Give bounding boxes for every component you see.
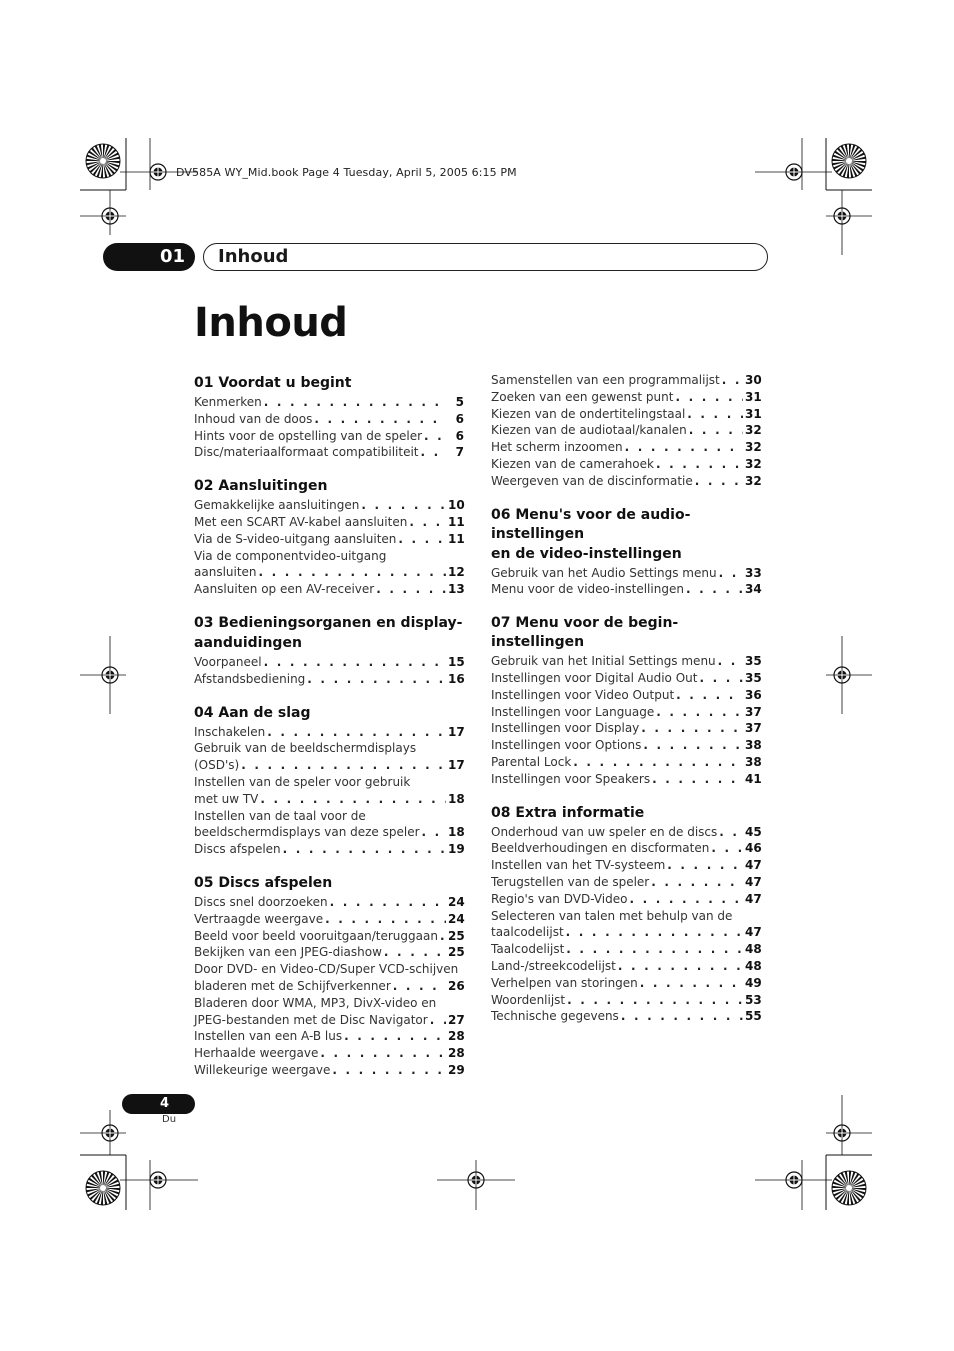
toc-entry [491,720,761,737]
toc-entry [194,944,464,961]
toc-entry-title: Instellingen voor Options [491,738,642,753]
toc-page-number: 47 [745,858,762,873]
toc-entry-title: Inschakelen [194,724,266,739]
toc-page-number: 48 [745,958,762,973]
toc-page-number: 46 [745,841,762,856]
dot-leader [711,840,743,857]
toc-entry-title: Kiezen van de ondertitelingstaal [491,406,686,421]
toc-entry-title: Gemakkelijke aansluitingen [194,498,360,513]
toc-entry-title: Instellingen voor Display [491,721,640,736]
toc-entry-title: Menu voor de video-instellingen [491,582,684,597]
toc-section [491,506,761,599]
chapter-number: 01 [103,243,195,271]
toc-section [491,614,761,787]
toc-entry-lead: Selecteren van talen met behulp van de [491,908,733,923]
toc-entry [491,975,761,992]
toc-entry-title: Regio's van DVD-Video [491,891,628,906]
dot-leader [699,670,743,687]
toc-entry-title: Willekeurige weergave [194,1062,331,1077]
section-heading: aanduidingen [194,634,302,651]
toc-entry-lead: Door DVD- en Video-CD/Super VCD-schijven [194,962,459,977]
dot-leader [656,704,743,721]
toc-page-number: 38 [745,738,762,753]
dot-leader [618,958,743,975]
dot-leader [384,944,446,961]
toc-entry [491,439,761,456]
toc-page-number: 29 [448,1062,465,1077]
toc-section [491,372,761,490]
toc-page-number: 36 [745,687,762,702]
toc-section [194,374,464,461]
toc-page-number: 49 [745,975,762,990]
page-title: Inhoud [194,300,348,346]
section-heading: 04 Aan de slag [194,704,311,721]
toc-page-number: 25 [448,928,465,943]
toc-entry [194,841,464,858]
toc-entry-title: Afstandsbediening [194,671,306,686]
dot-leader [422,824,446,841]
toc-entry-title: Instellingen voor Speakers [491,771,651,786]
dot-leader [267,724,446,741]
toc-entry [491,670,761,687]
dot-leader [651,874,743,891]
toc-page-number: 17 [448,758,465,773]
toc-entry [194,1012,464,1029]
dot-leader [259,564,446,581]
dot-leader [641,720,743,737]
toc-page-number: 5 [455,395,464,409]
toc-page-number: 53 [745,992,762,1007]
toc-entry [491,581,761,598]
toc-entry [491,754,761,771]
toc-entry [491,857,761,874]
toc-page-number: 37 [745,704,762,719]
toc-entry [194,654,464,671]
toc-page-number: 45 [745,824,762,839]
dot-leader [718,653,743,670]
toc-page-number: 18 [448,825,465,840]
toc-page-number: 10 [448,498,465,513]
toc-page-number: 35 [745,654,762,669]
toc-entry [491,422,761,439]
toc-entry [491,704,761,721]
dot-leader [722,372,743,389]
section-heading: 03 Bedieningsorganen en display- [194,614,463,631]
toc-section [194,704,464,858]
toc-entry [194,1028,464,1045]
toc-section [194,614,464,688]
toc-entry [491,958,761,975]
toc-entry [491,924,761,941]
toc-page-number: 11 [448,514,465,529]
dot-leader [325,911,446,928]
dot-leader [307,671,446,688]
dot-leader [719,565,743,582]
dot-leader [264,394,446,411]
dot-leader [566,924,743,941]
toc-entry-title: Weergeven van de discinformatie [491,473,693,488]
toc-page-number: 35 [745,670,762,685]
toc-entry-title: Aansluiten op een AV-receiver [194,582,375,597]
toc-entry [194,531,464,548]
toc-entry-title: Via de S-video-uitgang aansluiten [194,531,397,546]
toc-entry [194,911,464,928]
section-heading: 07 Menu voor de begin-instellingen [491,615,679,651]
toc-entry [194,928,464,945]
toc-entry [491,372,761,389]
toc-entry-title: Beeldverhoudingen en discformaten [491,841,710,856]
toc-entry-title: Beeld voor beeld vooruitgaan/teruggaan [194,928,438,943]
toc-entry [194,564,464,581]
toc-page-number: 15 [448,654,465,669]
toc-page-number: 28 [448,1029,465,1044]
toc-entry-title: Zoeken van een gewenst punt [491,389,674,404]
toc-entry [194,428,464,445]
toc-entry-title: Gebruik van het Audio Settings menu [491,565,717,580]
toc-entry-title: Samenstellen van een programmalijst [491,373,720,387]
toc-entry [194,671,464,688]
toc-entry-title: Verhelpen van storingen [491,975,638,990]
dot-leader [409,514,446,531]
toc-entry-title: Discs afspelen [194,842,281,857]
dot-leader [430,1012,446,1029]
toc-entry-title: Instellingen voor Video Output [491,687,675,702]
toc-entry [194,824,464,841]
toc-entry-title: (OSD's) [194,758,240,773]
dot-leader [283,841,446,858]
section-heading: 02 Aansluitingen [194,478,328,495]
dot-leader [567,992,743,1009]
dot-leader [424,428,446,445]
toc-entry-title: Onderhoud van uw speler en de discs [491,824,718,839]
dot-leader [719,824,743,841]
toc-entry [194,724,464,741]
toc-section [194,874,464,1079]
toc-entry [491,406,761,423]
toc-page-number: 32 [745,473,762,488]
toc-entry-title: Voorpaneel [194,654,262,669]
toc-page-number: 55 [745,1009,762,1024]
toc-entry [491,840,761,857]
toc-page-number: 24 [448,911,465,926]
toc-page-number: 48 [745,942,762,957]
toc-page-number: 47 [745,925,762,940]
dot-leader [656,456,743,473]
toc-entry [194,581,464,598]
toc-entry-title: met uw TV [194,791,259,806]
toc-entry-title: Vertraagde weergave [194,911,324,926]
toc-page-number: 6 [455,411,464,426]
toc-entry-title: Het scherm inzoomen [491,440,623,455]
toc-section [491,804,761,1026]
toc-entry [194,1045,464,1062]
file-info-slug: DV585A WY_Mid.book Page 4 Tuesday, April 5, 2005 6:15 PM [176,166,517,179]
dot-leader [573,754,743,771]
dot-leader [566,941,743,958]
dot-leader [330,894,446,911]
toc-page-number: 37 [745,721,762,736]
toc-entry-title: Herhaalde weergave [194,1046,319,1061]
toc-entry [491,992,761,1009]
toc-column-left [194,372,464,1095]
dot-leader [625,439,743,456]
toc-entry-title: Instellingen voor Digital Audio Out [491,670,698,685]
toc-page-number: 19 [448,842,465,857]
toc-entry-title: Instellen van een A-B lus [194,1029,343,1044]
toc-entry-title: Taalcodelijst [491,942,565,957]
dot-leader [652,771,743,788]
toc-entry [194,757,464,774]
dot-leader [361,497,446,514]
toc-entry-title: Inhoud van de doos [194,411,313,426]
toc-entry [491,473,761,490]
section-heading: en de video-instellingen [491,545,682,562]
toc-entry-title: Disc/materiaalformaat compatibiliteit [194,445,419,460]
toc-entry-title: bladeren met de Schijfverkenner [194,978,391,993]
dot-leader [320,1045,446,1062]
dot-leader [421,444,447,461]
toc-entry [194,444,464,461]
toc-page-number: 7 [455,445,464,460]
page-language-code: Du [162,1114,177,1125]
toc-entry-title: Parental Lock [491,754,572,769]
toc-page-number: 30 [745,373,762,387]
section-heading: 08 Extra informatie [491,804,645,821]
toc-entry-title: Instellingen voor Language [491,704,655,719]
section-heading: 06 Menu's voor de audio-instellingen [491,506,691,542]
dot-leader [676,687,743,704]
toc-entry-lead: Instellen van de speler voor gebruik [194,774,411,789]
toc-entry [491,565,761,582]
toc-entry-lead: Via de componentvideo-uitgang [194,548,387,563]
toc-page-number: 17 [448,724,465,739]
toc-entry [491,389,761,406]
toc-page-number: 41 [745,771,762,786]
toc-entry [194,978,464,995]
chapter-title: Inhoud [203,243,768,271]
toc-page-number: 34 [745,582,762,597]
toc-page-number: 25 [448,945,465,960]
dot-leader [332,1062,446,1079]
page-number: 4 [122,1094,195,1114]
dot-leader [440,928,446,945]
dot-leader [393,978,446,995]
toc-entry-title: aansluiten [194,565,257,580]
dot-leader [640,975,743,992]
toc-entry [491,456,761,473]
toc-entry-lead: Instellen van de taal voor de [194,808,366,823]
toc-page-number: 28 [448,1046,465,1061]
toc-entry [491,1008,761,1025]
toc-entry [194,1062,464,1079]
toc-page-number: 32 [745,440,762,455]
toc-entry-lead: Bladeren door WMA, MP3, DivX-video en [194,995,437,1010]
toc-entry-title: Technische gegevens [491,1009,619,1024]
dot-leader [344,1028,446,1045]
dot-leader [314,411,446,428]
toc-page-number: 32 [745,423,762,438]
toc-entry-title: taalcodelijst [491,925,564,940]
toc-entry [491,824,761,841]
toc-entry [194,514,464,531]
toc-entry-title: Kiezen van de camerahoek [491,456,654,471]
toc-entry [194,394,464,411]
dot-leader [629,891,743,908]
toc-entry-title: beeldschermdisplays van deze speler [194,825,420,840]
dot-leader [689,422,743,439]
toc-entry-title: Kiezen van de audiotaal/kanalen [491,423,687,438]
toc-page-number: 47 [745,874,762,889]
toc-page-number: 32 [745,456,762,471]
toc-page-number: 13 [448,582,465,597]
toc-section [194,477,464,598]
toc-entry-title: JPEG-bestanden met de Disc Navigator [194,1012,428,1027]
toc-page-number: 26 [448,978,465,993]
toc-entry-title: Terugstellen van de speler [491,874,650,889]
toc-entry [194,894,464,911]
dot-leader [260,791,446,808]
toc-page-number: 31 [745,389,762,404]
toc-entry-title: Land-/streekcodelijst [491,958,616,973]
toc-entry-title: Kenmerken [194,395,262,409]
dot-leader [376,581,446,598]
toc-page-number: 12 [448,565,465,580]
toc-entry [491,941,761,958]
dot-leader [687,406,743,423]
dot-leader [695,473,743,490]
toc-entry [194,497,464,514]
toc-entry [491,737,761,754]
dot-leader [643,737,743,754]
toc-page-number: 33 [745,565,762,580]
toc-entry-title: Instellen van het TV-systeem [491,858,666,873]
toc-entry [194,411,464,428]
toc-entry-title: Bekijken van een JPEG-diashow [194,945,382,960]
section-heading: 01 Voordat u begint [194,375,352,391]
toc-entry-title: Gebruik van het Initial Settings menu [491,654,716,669]
toc-entry-title: Woordenlijst [491,992,566,1007]
toc-page-number: 31 [745,406,762,421]
dot-leader [686,581,743,598]
toc-page-number: 18 [448,791,465,806]
toc-page-number: 6 [455,428,464,443]
toc-entry-title: Discs snel doorzoeken [194,894,328,909]
dot-leader [667,857,743,874]
toc-entry-title: Hints voor de opstelling van de speler [194,428,423,443]
toc-page-number: 27 [448,1012,465,1027]
sunburst-mark-top-left [86,144,120,178]
toc-page-number: 24 [448,894,465,909]
toc-entry-title: Met een SCART AV-kabel aansluiten [194,514,408,529]
toc-page-number: 47 [745,891,762,906]
toc-entry [491,653,761,670]
toc-entry [194,791,464,808]
toc-entry [491,771,761,788]
toc-page-number: 11 [448,531,465,546]
dot-leader [241,757,446,774]
dot-leader [264,654,446,671]
dot-leader [621,1008,743,1025]
section-heading: 05 Discs afspelen [194,874,333,891]
toc-entry-lead: Gebruik van de beeldschermdisplays [194,741,417,756]
toc-entry [491,891,761,908]
dot-leader [398,531,446,548]
toc-page-number: 16 [448,671,465,686]
toc-entry [491,687,761,704]
toc-page-number: 38 [745,754,762,769]
toc-column-right [491,372,761,1041]
dot-leader [675,389,743,406]
chapter-header [103,243,768,271]
toc-entry [491,874,761,891]
